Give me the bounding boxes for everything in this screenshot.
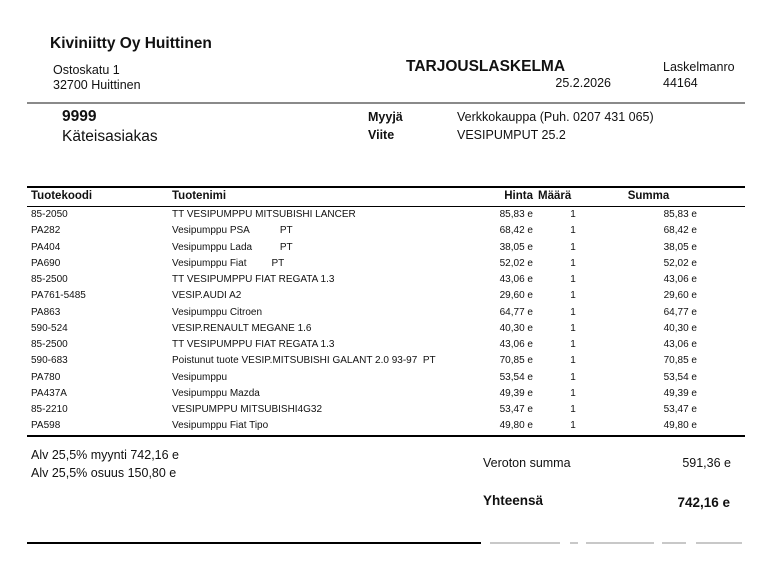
table-row — [0, 273, 765, 289]
cell-product-name: Vesipumppu — [172, 371, 228, 383]
table-header-rule — [27, 206, 745, 207]
column-header-price: Hinta — [504, 190, 533, 202]
cell-product-code: PA863 — [31, 306, 61, 318]
cell-sum: 43,06 e — [663, 339, 697, 350]
cell-product-name: TT VESIPUMPPU MITSUBISHI LANCER — [172, 209, 356, 220]
table-row — [0, 419, 765, 435]
cell-price: 53,47 e — [499, 404, 533, 415]
cell-sum: 43,06 e — [663, 274, 697, 285]
company-address-street: Ostoskatu 1 — [53, 63, 120, 77]
cell-quantity: 1 — [570, 209, 576, 220]
net-total-value: 591,36 e — [682, 456, 731, 470]
footer-cutoff-fragment — [696, 542, 742, 544]
cell-product-code: 590-524 — [31, 322, 68, 334]
table-row — [0, 371, 765, 387]
cell-sum: 70,85 e — [663, 355, 697, 367]
table-row — [0, 208, 765, 224]
cell-product-name: TT VESIPUMPPU FIAT REGATA 1.3 — [172, 274, 335, 285]
vat-share-line: Alv 25,5% osuus 150,80 e — [31, 466, 177, 480]
column-header-name: Tuotenimi — [172, 190, 227, 202]
column-header-code: Tuotekoodi — [31, 190, 93, 202]
table-row — [0, 257, 765, 273]
table-row — [0, 224, 765, 240]
cell-product-code: 590-683 — [31, 355, 68, 367]
vat-sales-line: Alv 25,5% myynti 742,16 e — [31, 448, 179, 462]
reference-value: VESIPUMPUT 25.2 — [457, 128, 566, 142]
cell-price: 49,39 e — [499, 387, 533, 399]
cell-sum: 64,77 e — [663, 306, 697, 318]
customer-name: Käteisasiakas — [62, 128, 158, 145]
company-address-city: 32700 Huittinen — [53, 78, 141, 92]
table-row — [0, 387, 765, 403]
seller-value: Verkkokauppa (Puh. 0207 431 065) — [457, 110, 654, 124]
footer-cutoff-fragment — [490, 542, 560, 544]
cell-product-name: Vesipumppu Mazda — [172, 387, 260, 399]
cell-quantity: 1 — [570, 306, 576, 318]
cell-product-name: Vesipumppu Lada PT — [172, 241, 293, 253]
cell-quantity: 1 — [570, 225, 576, 237]
cell-product-code: 85-2500 — [31, 339, 68, 350]
cell-product-code: PA761-5485 — [31, 290, 86, 302]
cell-product-name: Vesipumppu Fiat Tipo — [172, 420, 269, 432]
cell-product-name: Vesipumppu Citroen — [172, 306, 263, 318]
footer-divider — [27, 542, 481, 544]
cell-quantity: 1 — [570, 322, 576, 334]
cell-sum: 53,54 e — [663, 371, 697, 383]
cell-price: 38,05 e — [499, 241, 533, 253]
footer-cutoff-fragment — [586, 542, 654, 544]
seller-label: Myyjä — [368, 110, 403, 124]
cell-price: 29,60 e — [499, 290, 533, 302]
cell-price: 53,54 e — [499, 371, 533, 383]
cell-price: 40,30 e — [499, 322, 533, 334]
cell-price: 68,42 e — [499, 225, 533, 237]
document-title: TARJOUSLASKELMA — [406, 58, 566, 75]
cell-quantity: 1 — [570, 274, 576, 285]
cell-sum: 49,39 e — [663, 387, 697, 399]
table-row — [0, 289, 765, 305]
cell-price: 64,77 e — [499, 306, 533, 318]
cell-sum: 38,05 e — [663, 241, 697, 253]
table-row — [0, 322, 765, 338]
cell-quantity: 1 — [570, 420, 576, 432]
cell-price: 85,83 e — [499, 209, 533, 220]
header-divider — [27, 102, 745, 104]
cell-price: 49,80 e — [499, 420, 533, 432]
cell-product-code: PA780 — [31, 371, 61, 383]
cell-sum: 85,83 e — [663, 209, 697, 220]
cell-price: 43,06 e — [499, 339, 533, 350]
table-row — [0, 354, 765, 370]
net-total-label: Veroton summa — [483, 456, 571, 470]
cell-product-name: Vesipumppu Fiat PT — [172, 257, 285, 269]
column-header-sum: Summa — [627, 190, 670, 202]
cell-product-code: 85-2210 — [31, 404, 68, 415]
cell-quantity: 1 — [570, 387, 576, 399]
cell-price: 43,06 e — [499, 274, 533, 285]
grand-total-value: 742,16 e — [677, 495, 730, 510]
cell-product-name: Poistunut tuote VESIP.MITSUBISHI GALANT 2.0 93-97 PT — [172, 355, 436, 367]
cell-product-code: PA437A — [31, 387, 67, 399]
cell-product-name: VESIP.RENAULT MEGANE 1.6 — [172, 322, 312, 334]
cell-product-code: PA282 — [31, 225, 61, 237]
cell-sum: 53,47 e — [663, 404, 697, 415]
cell-sum: 49,80 e — [663, 420, 697, 432]
table-body — [0, 208, 765, 436]
cell-product-code: 85-2500 — [31, 274, 68, 285]
footer-cutoff-fragment — [662, 542, 686, 544]
cell-sum: 29,60 e — [663, 290, 697, 302]
footer-cutoff-fragment — [570, 542, 578, 544]
table-row — [0, 306, 765, 322]
cell-quantity: 1 — [570, 371, 576, 383]
cell-quantity: 1 — [570, 404, 576, 415]
table-row — [0, 241, 765, 257]
cell-product-name: VESIP.AUDI A2 — [172, 290, 242, 302]
company-name: Kiviniitty Oy Huittinen — [50, 35, 212, 52]
cell-quantity: 1 — [570, 290, 576, 302]
cell-product-code: PA690 — [31, 257, 61, 269]
document-number-value: 44164 — [663, 76, 698, 90]
table-row — [0, 338, 765, 354]
cell-sum: 52,02 e — [663, 257, 697, 269]
cell-quantity: 1 — [570, 241, 576, 253]
cell-product-code: PA598 — [31, 420, 61, 432]
cell-sum: 68,42 e — [663, 225, 697, 237]
reference-label: Viite — [368, 128, 395, 142]
document-number-label: Laskelmanro — [663, 60, 735, 74]
table-top-rule — [27, 186, 745, 188]
cell-quantity: 1 — [570, 257, 576, 269]
cell-product-code: 85-2050 — [31, 209, 68, 220]
table-row — [0, 403, 765, 419]
cell-price: 52,02 e — [499, 257, 533, 269]
cell-price: 70,85 e — [499, 355, 533, 367]
document-date: 25.2.2026 — [555, 76, 611, 90]
cell-quantity: 1 — [570, 355, 576, 367]
customer-number: 9999 — [62, 108, 97, 125]
table-bottom-rule — [27, 435, 745, 437]
grand-total-label: Yhteensä — [483, 493, 544, 508]
column-header-quantity: Määrä — [538, 190, 572, 202]
cell-sum: 40,30 e — [663, 322, 697, 334]
cell-quantity: 1 — [570, 339, 576, 350]
cell-product-name: TT VESIPUMPPU FIAT REGATA 1.3 — [172, 339, 335, 350]
cell-product-code: PA404 — [31, 241, 61, 253]
cell-product-name: VESIPUMPPU MITSUBISHI4G32 — [172, 404, 323, 415]
cell-product-name: Vesipumppu PSA PT — [172, 225, 293, 237]
